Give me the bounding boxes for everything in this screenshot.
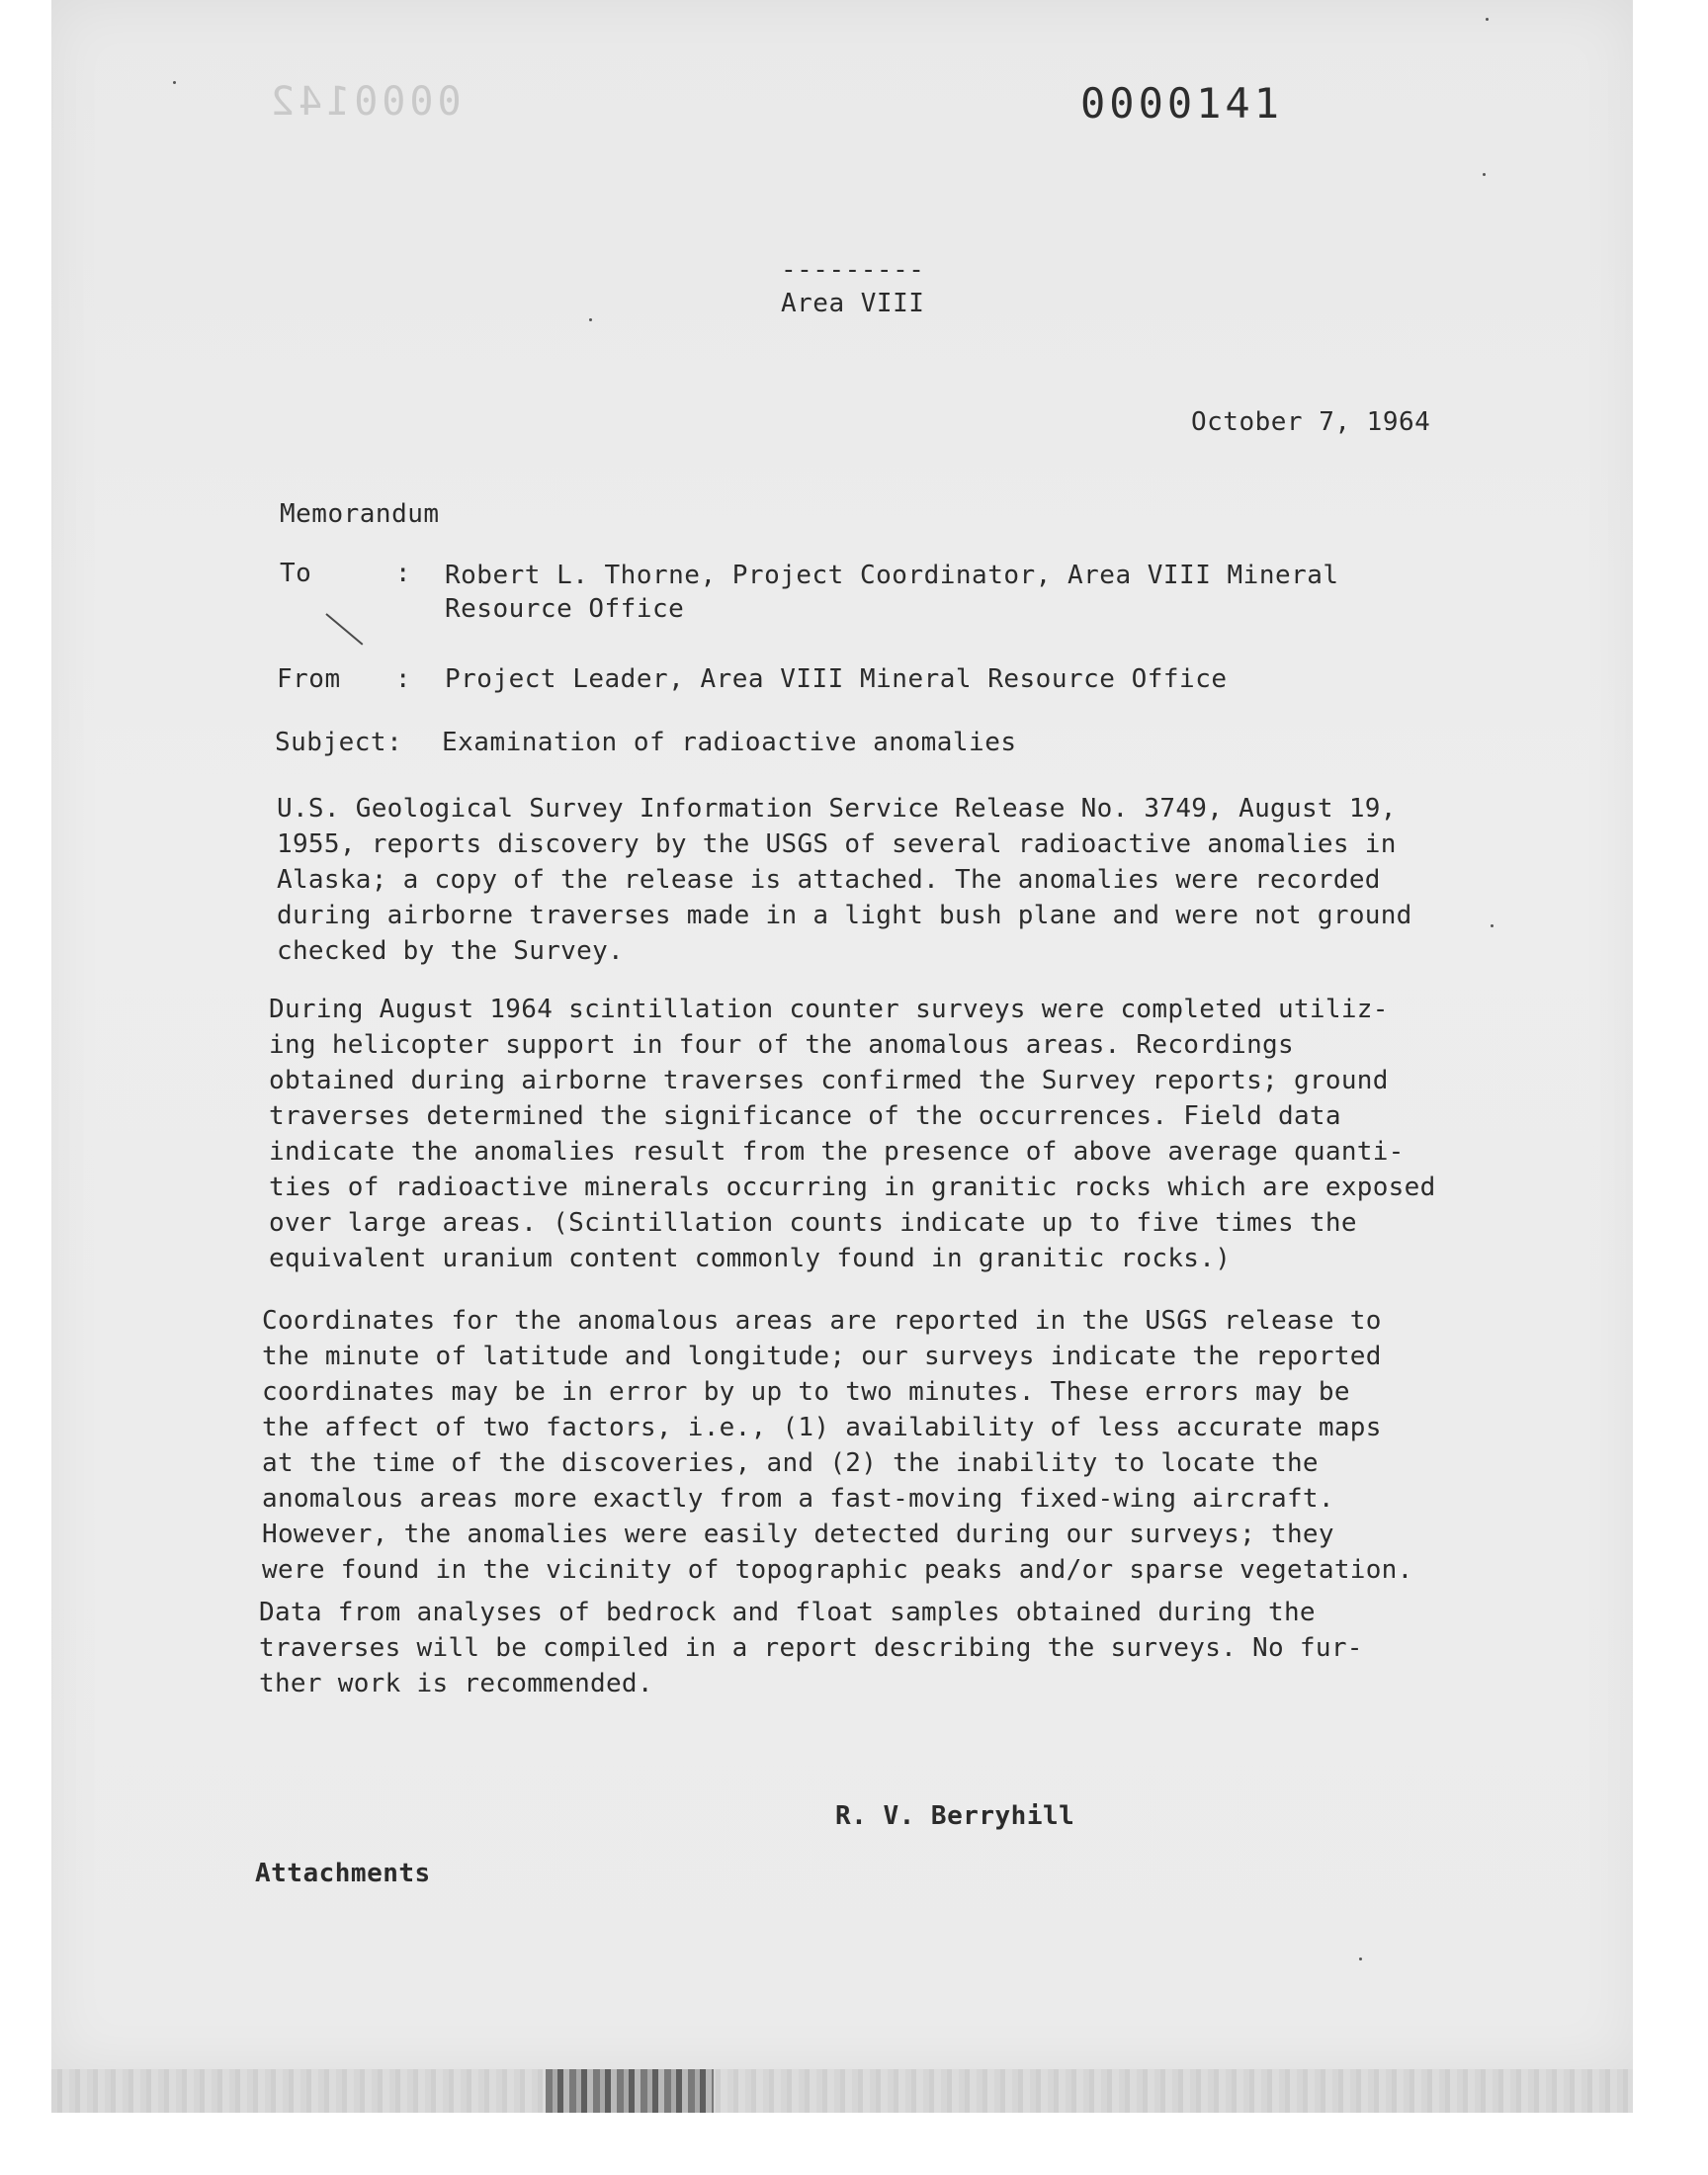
scan-speck [589, 318, 592, 321]
body-paragraph: U.S. Geological Survey Information Service Release No. 3749, August 19, 1955, reports discovery by the USGS of several radioactive anomalies in Alaska; a copy of the release is attached. The anomalies were recorded during airborne traverses made in a light bush plane and were not ground checked by the Survey. [277, 794, 1412, 966]
body-paragraph: During August 1964 scintillation counter surveys were completed utiliz- ing helicopter support in four of the anomalous areas. Recordings obtained during airborne traverses confirmed the Survey reports; ground traverses determined the significance of the occurrences. Field data indicate the anomalies result from the presence of above average quanti- ties of radioactive minerals occurring in granitic rocks which are exposed over large areas. (Scintillation counts indicate up to five times the equivalent uranium content commonly found in granitic rocks.) [269, 995, 1436, 1273]
from-colon: : [394, 664, 412, 694]
from-sender: Project Leader, Area VIII Mineral Resource Office [445, 664, 1228, 694]
scanner-edge-strip [51, 2069, 1633, 2113]
scan-speck [1486, 18, 1489, 21]
subject-label: Subject: [275, 728, 403, 757]
scan-speck [173, 81, 176, 84]
signature-name: R. V. Berryhill [835, 1801, 1075, 1831]
scan-speck [1359, 1958, 1362, 1960]
body-paragraph: Data from analyses of bedrock and float samples obtained during the traverses will be compiled in a report describing the surveys. No fur- ther work is recommended. [259, 1598, 1363, 1698]
body-paragraph: Coordinates for the anomalous areas are reported in the USGS release to the minute of latitude and longitude; our surveys indicate the reported coordinates may be in error by up to two minutes. These errors may be the affect of two factors, i.e., (1) availability of less accurate maps at the time of the discoveries, and (2) the inability to locate the anomalous areas more exactly from a fast-moving fixed-wing aircraft. However, the anomalies were easily detected during our surveys; they were found in the vicinity of topographic peaks and/or sparse vegetation. [262, 1306, 1413, 1585]
subject-text: Examination of radioactive anomalies [442, 728, 1017, 757]
attachments-label: Attachments [255, 1859, 431, 1888]
memo-type-label: Memorandum [280, 499, 440, 529]
to-label: To [280, 559, 312, 588]
scan-speck [1491, 924, 1494, 927]
header-rule: --------- [781, 255, 925, 285]
document-number: 0000141 [1080, 79, 1284, 128]
to-colon: : [394, 559, 412, 588]
area-heading: Area VIII [781, 289, 925, 318]
to-recipient: Robert L. Thorne, Project Coordinator, Area VIII Mineral Resource Office [445, 561, 1339, 624]
from-label: From [277, 664, 341, 694]
scanner-edge-dark-band [546, 2069, 714, 2113]
memo-date: October 7, 1964 [1191, 407, 1431, 437]
bleed-through-number: 0000142 [267, 79, 462, 125]
scan-speck [1483, 173, 1486, 176]
